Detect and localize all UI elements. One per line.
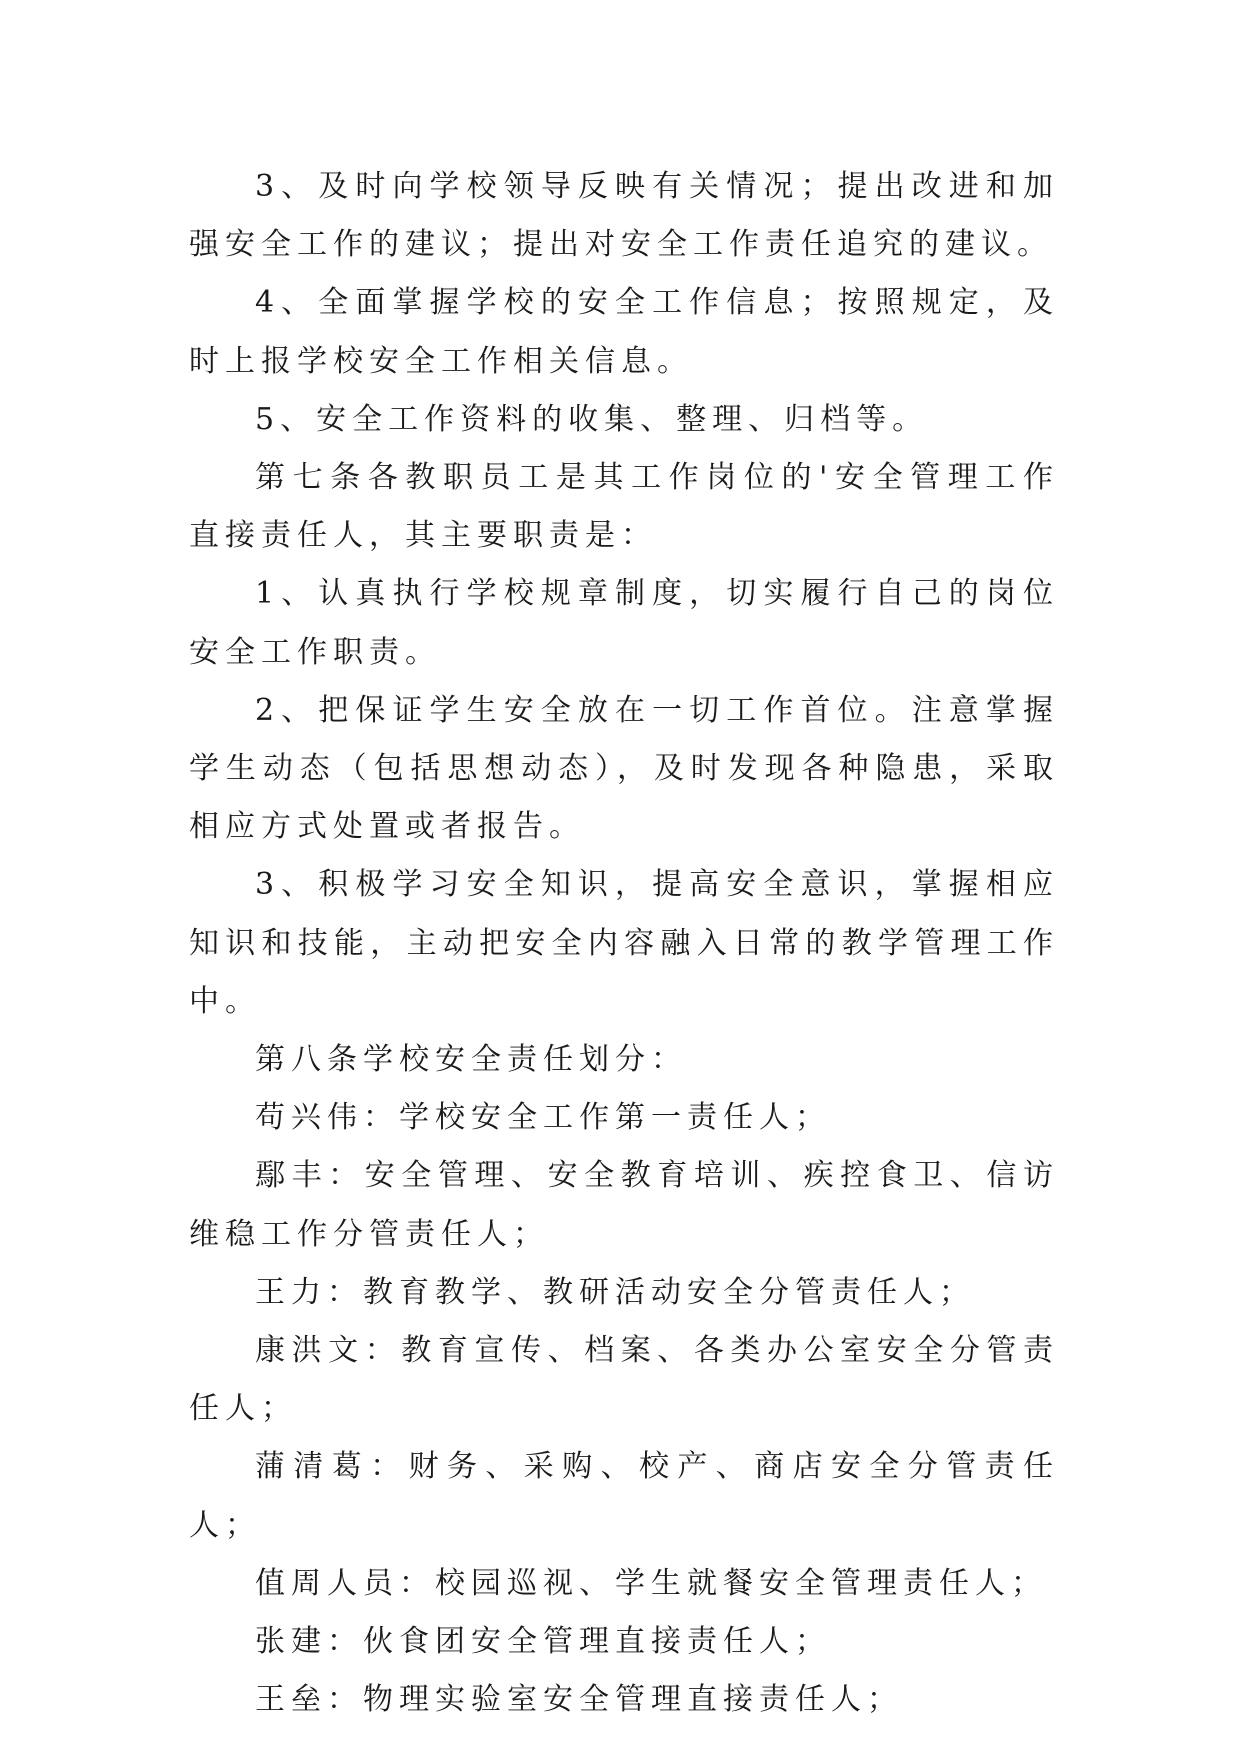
paragraph-item-5-archive: 5、安全工作资料的收集、整理、归档等。 (255, 401, 929, 437)
paragraph-responsible-8: 王垒：物理实验室安全管理直接责任人； (255, 1682, 903, 1718)
paragraph-responsible-7: 张建：伙食团安全管理直接责任人； (255, 1624, 831, 1660)
paragraph-article-8: 第八条学校安全责任划分： (255, 1042, 687, 1078)
paragraph-item-3-report: 3、及时向学校领导反映有关情况；提出改进和加强安全工作的建议；提出对安全工作责任追究的建议。 (189, 169, 1059, 263)
paragraph-responsible-6: 值周人员：校园巡视、学生就餐安全管理责任人； (255, 1565, 1047, 1601)
paragraph-duty-1: 1、认真执行学校规章制度，切实履行自己的岗位安全工作职责。 (189, 576, 1059, 670)
paragraph-item-4-info: 4、全面掌握学校的安全工作信息；按照规定，及时上报学校安全工作相关信息。 (189, 285, 1059, 379)
paragraph-duty-2: 2、把保证学生安全放在一切工作首位。注意掌握学生动态（包括思想动态），及时发现各种隐患，采取相应方式处置或者报告。 (189, 692, 1059, 845)
paragraph-responsible-3: 王力：教育教学、教研活动安全分管责任人； (255, 1274, 975, 1310)
paragraph-responsible-1: 苟兴伟：学校安全工作第一责任人； (255, 1100, 831, 1136)
document-body (189, 158, 1059, 1729)
paragraph-responsible-5: 蒲清葛：财务、采购、校产、商店安全分管责任人； (189, 1449, 1059, 1543)
paragraph-article-7: 第七条各教职员工是其工作岗位的'安全管理工作直接责任人，其主要职责是： (189, 460, 1059, 554)
paragraph-duty-3: 3、积极学习安全知识，提高安全意识，掌握相应知识和技能，主动把安全内容融入日常的教学管理工作中。 (189, 867, 1059, 1019)
paragraph-responsible-2: 鄢丰：安全管理、安全教育培训、疾控食卫、信访维稳工作分管责任人； (189, 1158, 1059, 1252)
paragraph-responsible-4: 康洪文：教育宣传、档案、各类办公室安全分管责任人； (189, 1333, 1059, 1427)
